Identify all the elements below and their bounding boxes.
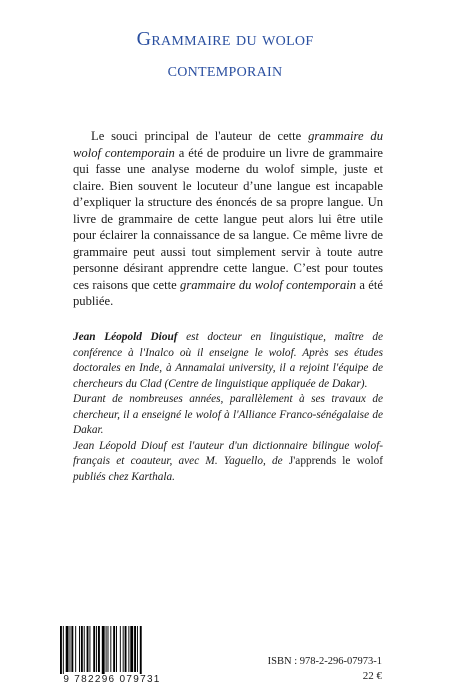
book-title-line-1: Grammaire du wolof xyxy=(136,28,314,50)
blurb-text-3: a été publiée. xyxy=(73,277,383,308)
blurb-text-2: a été de produire un livre de grammaire qui fasse une analyse moderne du wolof simple, juste et claire. Bien souvent le locuteur d’une langue est incapable d’expliquer la structure des énoncés de sa propre langue. Un livre de grammaire de cette langue peut alors lui être utile pour éclairer la connaissance de sa langue. Ce même livre de grammaire peut aussi tout simplement servir à toute autre personne désirant apprendre cette langue. C’est pour toutes ces raisons que cette xyxy=(73,145,383,292)
book-title xyxy=(0,24,450,86)
bio-paragraph-2: Durant de nombreuses années, parallèlement à ses travaux de chercheur, il a enseigné le wolof à l'Alliance Franco-sénégalaise de Dakar. xyxy=(73,393,383,436)
blurb-book-title-2: grammaire du wolof contemporain xyxy=(180,277,357,292)
other-book-title: J'apprends le wolof xyxy=(288,455,383,467)
price: 22 € xyxy=(362,670,382,682)
bio-text-3a: Jean Léopold Diouf est l'auteur d'un dictionnaire bilingue wolof-français et coauteur, avec M. Yaguello, de xyxy=(73,439,383,467)
isbn: ISBN : 978-2-296-07973-1 xyxy=(267,656,382,667)
blurb-text-1: Le souci principal de l'auteur de cette xyxy=(91,129,309,143)
author-name: Jean Léopold Diouf xyxy=(73,331,178,343)
back-cover-blurb xyxy=(73,128,383,310)
author-bio xyxy=(73,330,383,485)
bio-text-1: est docteur en linguistique, maître de conférence à l'Inalco où il enseigne le wolof. Après ses études doctorales en Inde, à Annamalai university, il a rejoint l'équipe de chercheurs du Clad (Centre de linguistique appliquée de Dakar). xyxy=(73,331,383,390)
bio-text-3b: publiés chez Karthala. xyxy=(73,470,175,483)
bio-paragraph-3 xyxy=(73,439,383,486)
bio-paragraph-1 xyxy=(73,330,383,392)
book-title-line-2: contemporain xyxy=(167,59,283,81)
barcode-bars xyxy=(58,626,166,676)
barcode-digits: 9 782296 079731 xyxy=(58,674,166,685)
blurb-book-title-1: grammaire du wolof contemporain xyxy=(73,129,383,160)
